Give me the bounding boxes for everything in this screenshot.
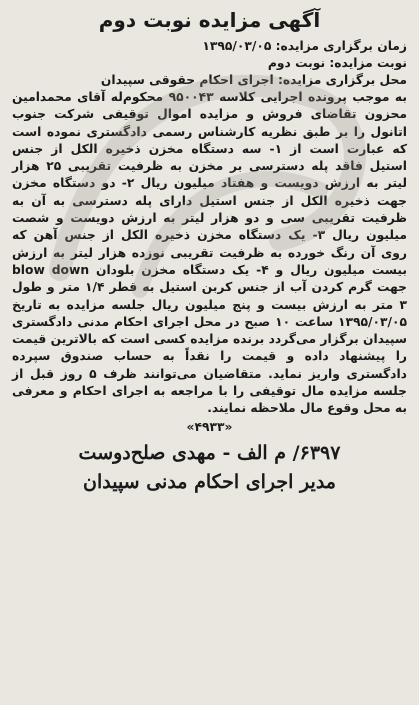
notice-body: به موجب پرونده اجرایی کلاسه ۹۵۰۰۴۳ محکوم‌له آقای محمدامین محزون تقاضای فروش و مزایده اموال توقیفی شرکت جنوب اتانول را بر طبق نظریه کارشناس رسمی دادگستری نموده است که عبارت است از ۱- سه دستگاه مخزن ذخیره الکل از جنس استیل فاقد پله دسترسی بر مخزن به ظرفیت تقریبی ۲۵ هزار لیتر به ارزش دویست و هفتاد میلیون ریال ۲- دو دستگاه مخزن جهت ذخیره الکل از جنس استیل دارای پله دسترسی به آن به ظرفیت تقریبی سی و دو هزار لیتر به ارزش دویست و شصت میلیون ریال ۳- یک دستگاه مخزن ذخیره الکل از جنس آهن که روی آن رنگ خورده به ظرفیت تقریبی نوزده هزار لیتر به ارزش بیست میلیون ریال و ۴- یک دستگاه مخزن بلودان blow down جهت گرم کردن آب از جنس کربن استیل به قطر ۱/۴ متر و طول ۳ متر به ارزش بیست و پنج میلیون ریال جلسه مزایده به تاریخ ۱۳۹۵/۰۳/۰۵ ساعت ۱۰ صبح در محل اجرای احکام مدنی دادگستری سپیدان برگزار می‌گردد برنده مزایده کسی است که بالاترین قیمت را پیشنهاد داده و قیمت را نقداً به حساب صندوق سپرده دادگستری واریز نماید. متقاضیان می‌توانند ظرف ۵ روز قبل از جلسه مزایده مال توقیفی را با مراجعه به اجرای احکام و معرفی به محل وقوع مال ملاحظه نمایند.	[12, 90, 407, 416]
auction-location: محل برگزاری مزایده: اجرای احکام حقوقی سپیدان	[100, 73, 407, 87]
signature-block	[12, 439, 407, 497]
reference-number: «۴۹۳۳»	[186, 419, 233, 434]
signature-title: مدیر اجرای احکام مدنی سپیدان	[83, 470, 336, 493]
auction-date: زمان برگزاری مزایده: ۱۳۹۵/۰۳/۰۵	[202, 39, 407, 53]
signature-name: ۶۳۹۷/ م الف - مهدی صلح‌دوست	[78, 441, 341, 464]
auction-round: نوبت مزایده: نوبت دوم	[267, 56, 407, 70]
notice-title: آگهی مزایده نوبت دوم	[98, 8, 321, 32]
notice-meta	[12, 38, 407, 89]
